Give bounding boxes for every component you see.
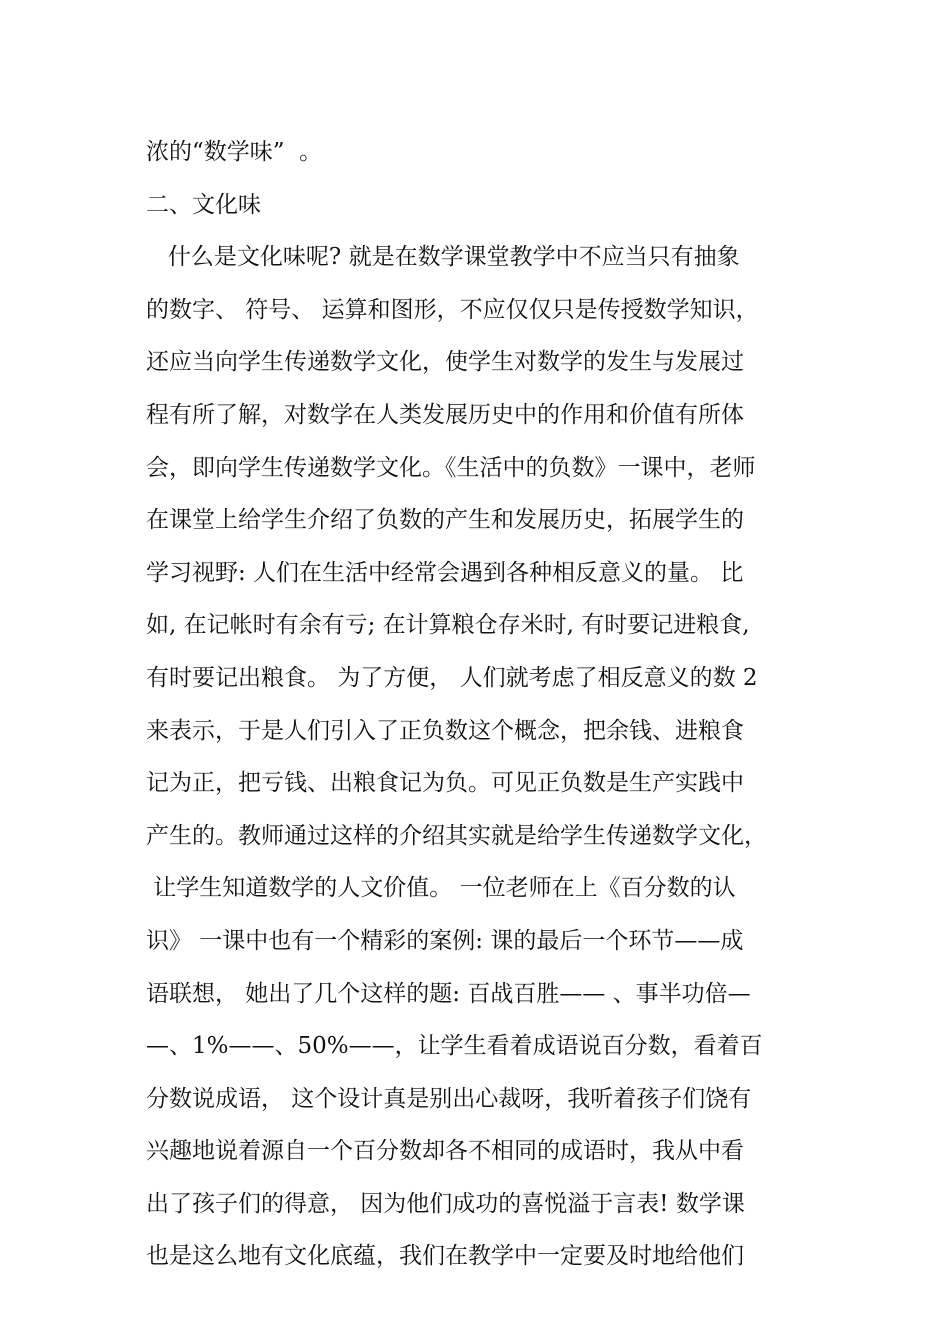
- text-line: 的数字、 符号、 运算和图形，不应仅仅只是传授数学知识，: [146, 296, 759, 323]
- text-line: 来表示，于是人们引入了正负数这个概念，把余钱、进粮食: [146, 717, 744, 744]
- text-line: 会，即向学生传递数学文化。《生活中的负数》一课中，老师: [146, 454, 756, 481]
- text-line: 识》 一课中也有一个精彩的案例: 课的最后一个环节——成: [146, 927, 744, 954]
- text-line: 浓的“数学味” 。: [146, 139, 323, 165]
- text-line: 分数说成语， 这个设计真是别出心裁呀，我听着孩子们饶有: [146, 1085, 752, 1112]
- text-line: 兴趣地说着源自一个百分数却各不相同的成语时，我从中看: [146, 1138, 744, 1165]
- text-line: 出了孩子们的得意， 因为他们成功的喜悦溢于言表! 数学课: [146, 1190, 745, 1217]
- body-text: [146, 126, 826, 1283]
- text-line: 程有所了解，对数学在人类发展历史中的作用和价值有所体: [146, 401, 744, 428]
- text-line: 什么是文化味呢? 就是在数学课堂教学中不应当只有抽象: [146, 244, 740, 271]
- text-line: 还应当向学生传递数学文化，使学生对数学的发生与发展过: [146, 349, 744, 376]
- text-line: 让学生知道数学的人文价值。 一位老师在上《百分数的认: [146, 875, 736, 902]
- text-line: 记为正，把亏钱、出粮食记为负。可见正负数是生产实践中: [146, 770, 744, 797]
- text-line: 学习视野: 人们在生活中经常会遇到各种相反意义的量。 比: [146, 559, 744, 586]
- text-line: 语联想， 她出了几个这样的题: 百战百胜—— 、事半功倍—: [146, 980, 751, 1007]
- text-line: 有时要记出粮食。 为了方便， 人们就考虑了相反意义的数 2: [146, 664, 758, 691]
- section-heading: 二、文化味: [146, 191, 261, 218]
- text-line: 也是这么地有文化底蕴，我们在教学中一定要及时地给他们: [146, 1243, 744, 1270]
- text-line: 如, 在记帐时有余有亏; 在计算粮仓存米时, 有时要记进粮食,: [146, 612, 750, 639]
- text-line: 产生的。教师通过这样的介绍其实就是给学生传递数学文化，: [146, 822, 767, 849]
- text-line: —、1%——、50%——，让学生看着成语说百分数，看着百: [146, 1033, 763, 1060]
- text-line: 在课堂上给学生介绍了负数的产生和发展历史，拓展学生的: [146, 507, 744, 534]
